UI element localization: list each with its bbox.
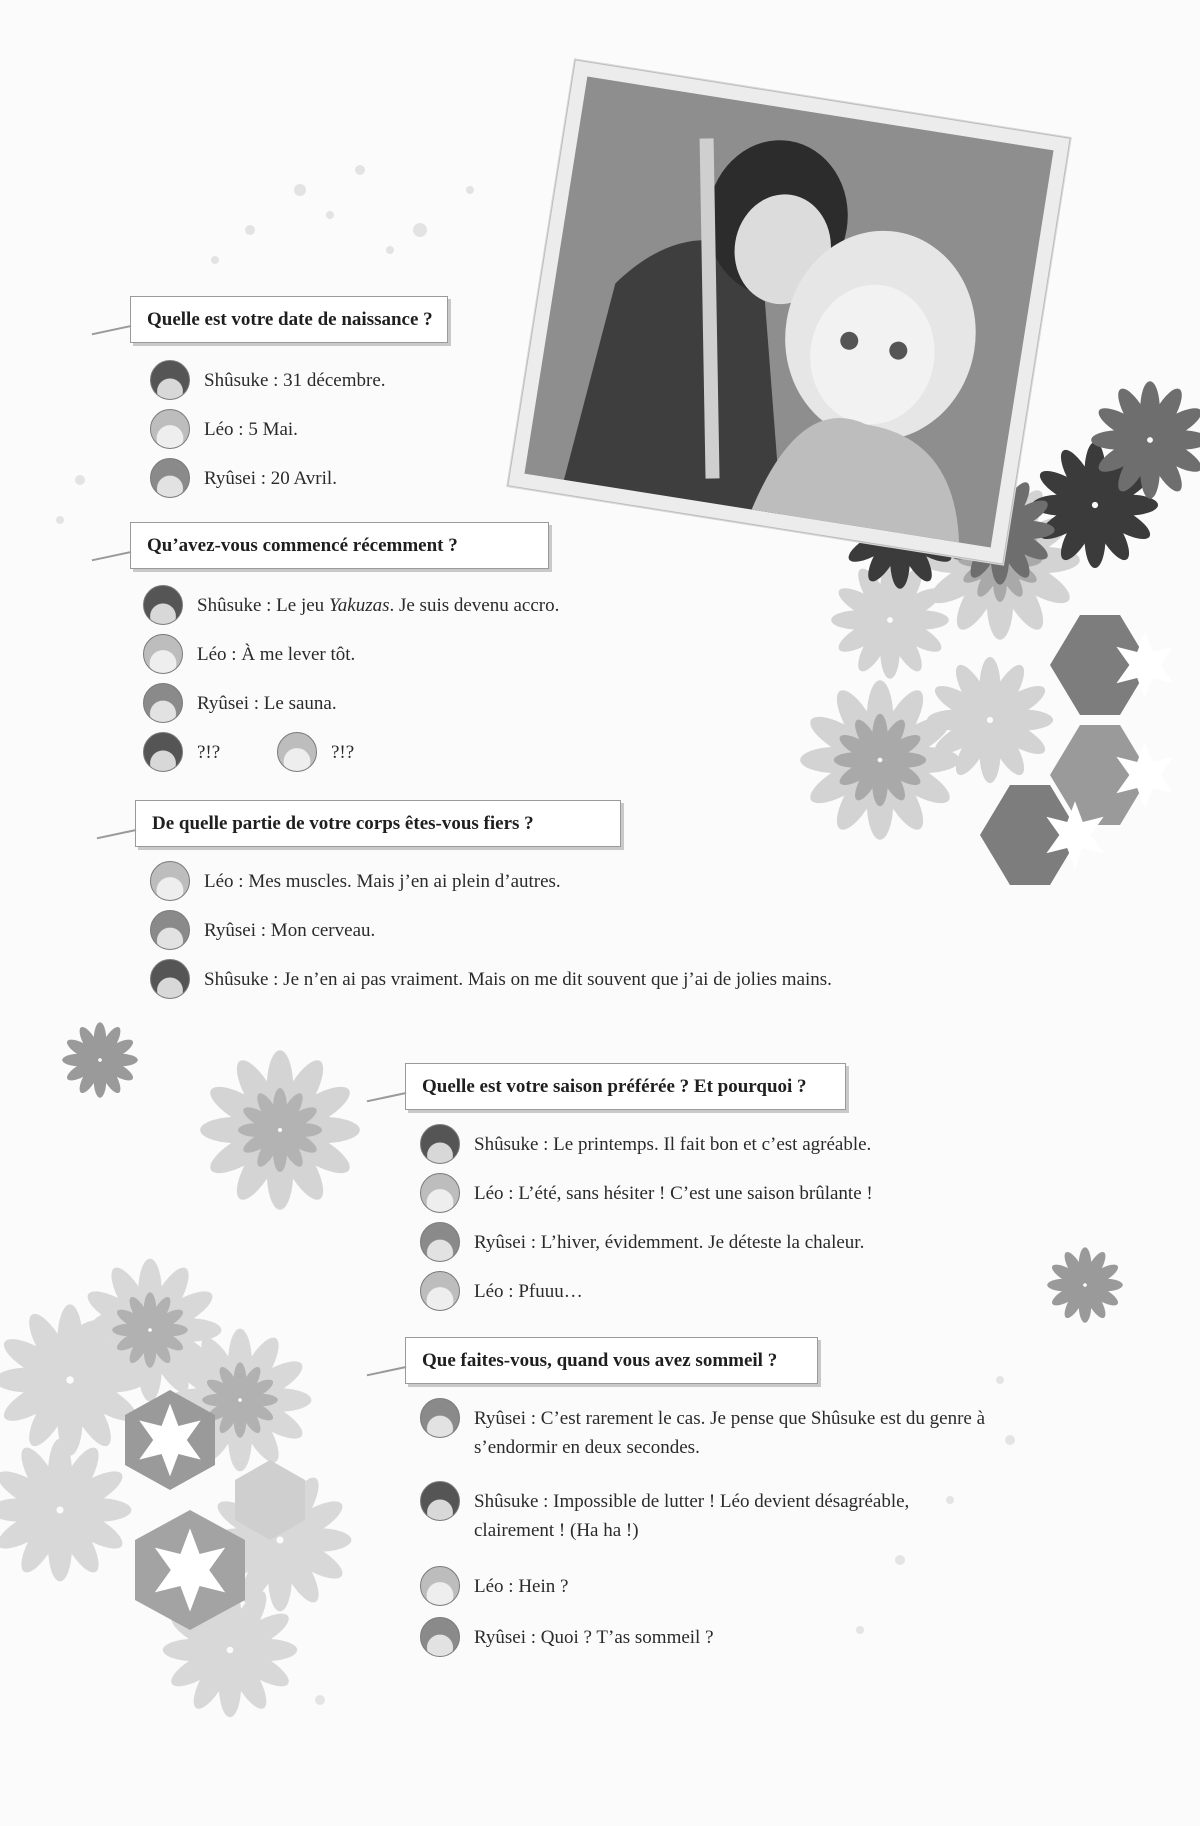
shusuke-avatar bbox=[150, 360, 190, 400]
answer-row bbox=[150, 366, 386, 400]
answer-row bbox=[420, 1277, 583, 1311]
shusuke-avatar bbox=[420, 1481, 460, 1521]
answer-text: Shûsuke : Le jeu Yakuzas. Je suis devenu accro. bbox=[197, 595, 560, 616]
shusuke-avatar bbox=[420, 1124, 460, 1164]
answer-text: Léo : À me lever tôt. bbox=[197, 644, 356, 665]
answer-row bbox=[143, 591, 559, 625]
leo-avatar bbox=[143, 634, 183, 674]
leo-avatar bbox=[150, 409, 190, 449]
answer-row bbox=[143, 738, 220, 772]
ryusei-avatar bbox=[420, 1617, 460, 1657]
answer-row bbox=[277, 738, 354, 772]
answer-row bbox=[150, 916, 375, 950]
answer-text: Shûsuke : Impossible de lutter ! Léo devient désagréable, clairement ! (Ha ha !) bbox=[474, 1491, 910, 1541]
answer-row bbox=[143, 640, 355, 674]
answer-row bbox=[420, 1623, 714, 1657]
answer-text: Léo : 5 Mai. bbox=[204, 419, 298, 440]
leo-avatar bbox=[420, 1271, 460, 1311]
question-birthday: Quelle est votre date de naissance ? bbox=[130, 296, 448, 343]
ryusei-avatar bbox=[150, 458, 190, 498]
illustration bbox=[524, 77, 1053, 548]
answer-row bbox=[420, 1179, 873, 1213]
leo-avatar bbox=[277, 732, 317, 772]
leo-avatar bbox=[420, 1173, 460, 1213]
shusuke-avatar bbox=[143, 585, 183, 625]
game-title: Yakuzas bbox=[328, 595, 390, 616]
ryusei-avatar bbox=[150, 910, 190, 950]
answer-text: Shûsuke : 31 décembre. bbox=[204, 370, 386, 391]
answer-row bbox=[150, 415, 298, 449]
illustration-art bbox=[524, 77, 1053, 548]
ryusei-avatar bbox=[420, 1222, 460, 1262]
answer-text: Léo : Pfuuu… bbox=[474, 1281, 583, 1302]
question-sleepy: Que faites-vous, quand vous avez sommeil ? bbox=[405, 1337, 818, 1384]
answer-text: Léo : Mes muscles. Mais j’en ai plein d’autres. bbox=[204, 871, 561, 892]
answer-text: Léo : Hein ? bbox=[474, 1576, 569, 1597]
leo-avatar bbox=[420, 1566, 460, 1606]
question-block-season bbox=[405, 1063, 846, 1110]
answer-row bbox=[150, 867, 561, 901]
question-season: Quelle est votre saison préférée ? Et pourquoi ? bbox=[405, 1063, 846, 1110]
answer-text: Ryûsei : Le sauna. bbox=[197, 693, 337, 714]
answer-row bbox=[420, 1572, 568, 1606]
answer-text: ?!? bbox=[331, 742, 355, 763]
answer-row bbox=[420, 1130, 871, 1164]
shusuke-avatar bbox=[143, 732, 183, 772]
answer-text: Ryûsei : Quoi ? T’as sommeil ? bbox=[474, 1627, 714, 1648]
answer-row bbox=[143, 689, 337, 723]
answer-row bbox=[150, 965, 832, 999]
leo-avatar bbox=[150, 861, 190, 901]
question-block-sleepy bbox=[405, 1337, 818, 1384]
answer-row bbox=[150, 464, 337, 498]
answer-text: Ryûsei : Mon cerveau. bbox=[204, 920, 376, 941]
question-block-birthday bbox=[130, 296, 448, 343]
answer-text: Ryûsei : L’hiver, évidemment. Je déteste la chaleur. bbox=[474, 1232, 865, 1253]
question-block-body bbox=[135, 800, 621, 847]
answer-row bbox=[420, 1228, 864, 1262]
answer-text: Léo : L’été, sans hésiter ! C’est une saison brûlante ! bbox=[474, 1183, 873, 1204]
question-block-recent bbox=[130, 522, 549, 569]
answer-row bbox=[420, 1487, 909, 1545]
shusuke-avatar bbox=[150, 959, 190, 999]
question-body: De quelle partie de votre corps êtes-vous fiers ? bbox=[135, 800, 621, 847]
answer-text: Shûsuke : Je n’en ai pas vraiment. Mais on me dit souvent que j’ai de jolies mains. bbox=[204, 969, 832, 990]
answer-text: Ryûsei : C’est rarement le cas. Je pense que Shûsuke est du genre à s’endormir en deux secondes. bbox=[474, 1408, 986, 1458]
ryusei-avatar bbox=[420, 1398, 460, 1438]
answer-text: Ryûsei : 20 Avril. bbox=[204, 468, 337, 489]
illustration-frame bbox=[507, 59, 1070, 564]
answer-text: Shûsuke : Le printemps. Il fait bon et c’est agréable. bbox=[474, 1134, 872, 1155]
ryusei-avatar bbox=[143, 683, 183, 723]
question-recent: Qu’avez-vous commencé récemment ? bbox=[130, 522, 549, 569]
answer-text: ?!? bbox=[197, 742, 221, 763]
answer-row bbox=[420, 1404, 985, 1462]
